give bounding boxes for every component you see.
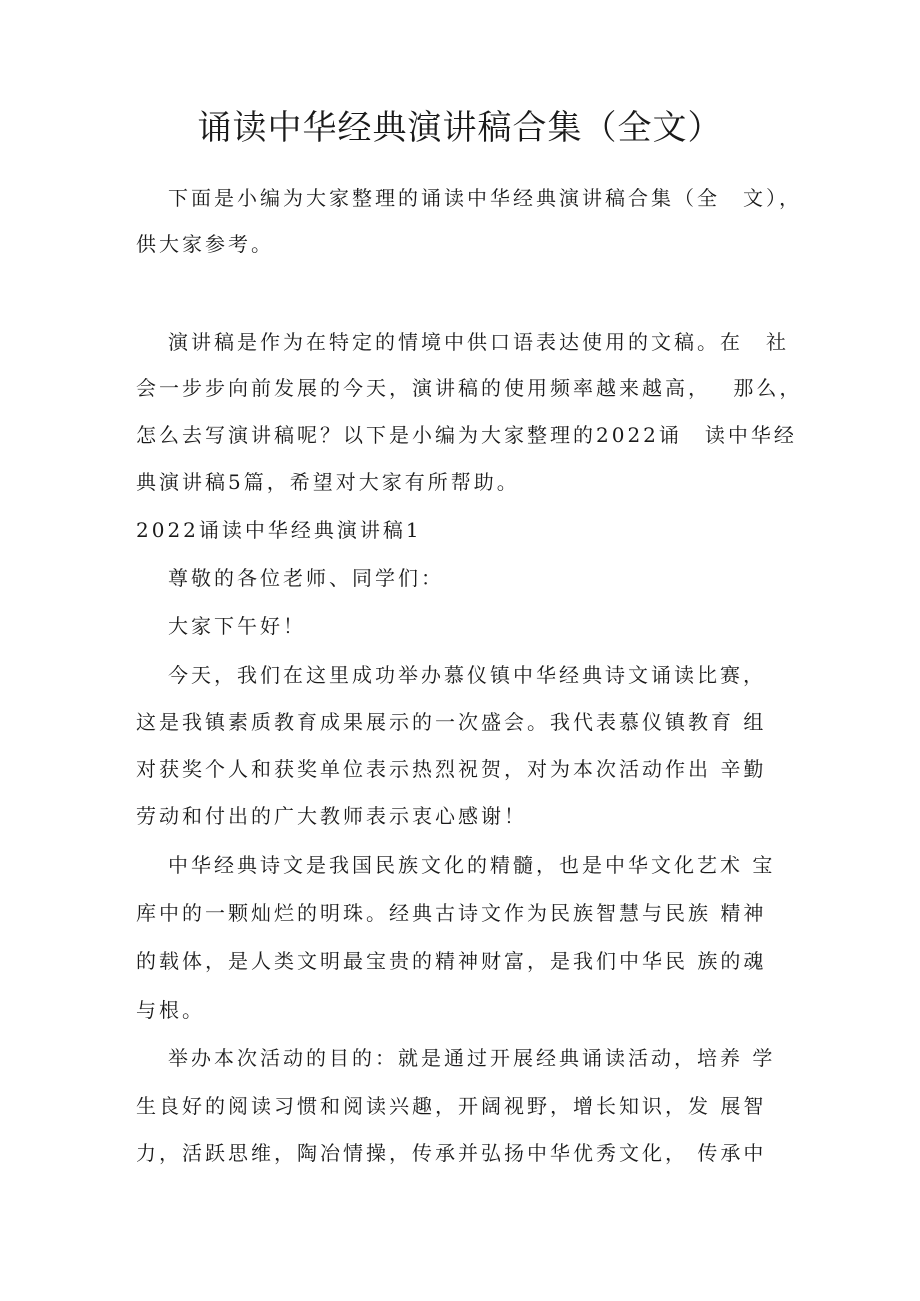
- paragraph-line: 演讲稿是作为在特定的情境中供口语表达使用的文稿。在 社: [168, 330, 789, 354]
- section-heading: 2022诵读中华经典演讲稿1: [136, 518, 422, 542]
- paragraph-line: 力，活跃思维，陶冶情操，传承并弘扬中华优秀文化， 传承中: [136, 1141, 767, 1165]
- greeting: 大家下午好！: [168, 614, 306, 638]
- document-title: 诵读中华经典演讲稿合集（全文）: [197, 108, 723, 148]
- paragraph-line: 怎么去写演讲稿呢？以下是小编为大家整理的2022诵 读中华经: [136, 423, 797, 447]
- paragraph-line: 生良好的阅读习惯和阅读兴趣，开阔视野，增长知识，发 展智: [136, 1094, 767, 1118]
- paragraph-line: 典演讲稿5篇，希望对大家有所帮助。: [136, 470, 520, 494]
- paragraph-line: 对获奖个人和获奖单位表示热烈祝贺，对为本次活动作出 辛勤: [136, 757, 767, 781]
- intro-line: 供大家参考。: [136, 232, 274, 256]
- salutation: 尊敬的各位老师、同学们：: [168, 566, 444, 590]
- paragraph-line: 与根。: [136, 998, 205, 1022]
- paragraph-line: 会一步步向前发展的今天，演讲稿的使用频率越来越高， 那么，: [136, 376, 803, 400]
- paragraph-line: 劳动和付出的广大教师表示衷心感谢！: [136, 804, 527, 828]
- intro-line: 下面是小编为大家整理的诵读中华经典演讲稿合集（全 文），: [168, 186, 802, 210]
- paragraph-line: 今天，我们在这里成功举办慕仪镇中华经典诗文诵读比赛，: [168, 663, 766, 687]
- paragraph-line: 举办本次活动的目的：就是通过开展经典诵读活动，培养 学: [168, 1046, 776, 1070]
- paragraph-line: 中华经典诗文是我国民族文化的精髓，也是中华文化艺术 宝: [168, 853, 776, 877]
- paragraph-line: 这是我镇素质教育成果展示的一次盛会。我代表慕仪镇教育 组: [136, 710, 767, 734]
- paragraph-line: 库中的一颗灿烂的明珠。经典古诗文作为民族智慧与民族 精神: [136, 901, 767, 925]
- paragraph-line: 的载体，是人类文明最宝贵的精神财富，是我们中华民 族的魂: [136, 949, 767, 973]
